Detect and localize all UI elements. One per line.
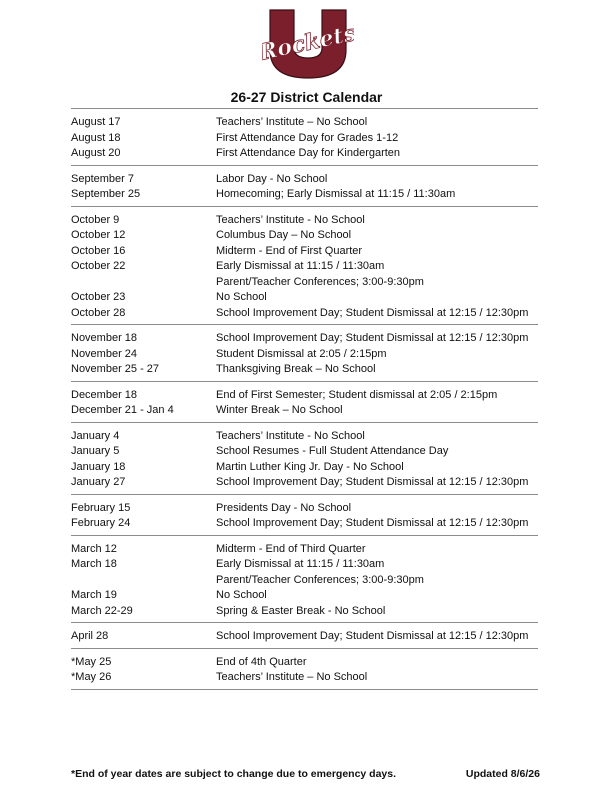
event-date: March 22-29 [71, 604, 133, 617]
calendar-row [71, 501, 538, 517]
event-date: January 27 [71, 476, 126, 488]
calendar-row [71, 388, 538, 404]
event-description: School Improvement Day; Student Dismissal at 12:15 / 12:30pm [216, 630, 529, 642]
event-description: No School [216, 589, 267, 601]
calendar-row [71, 629, 538, 645]
calendar-section [71, 165, 538, 206]
rockets-logo [262, 8, 354, 80]
event-date: August 17 [71, 116, 121, 128]
event-description: School Improvement Day; Student Dismissal at 12:15 / 12:30pm [216, 517, 529, 529]
event-description: End of 4th Quarter [216, 655, 307, 668]
event-date: November 24 [71, 347, 138, 360]
calendar-row [71, 429, 538, 445]
calendar-row [71, 460, 538, 476]
calendar-section [71, 108, 538, 165]
calendar-row [71, 306, 538, 322]
event-description: Student Dismissal at 2:05 / 2:15pm [216, 347, 387, 360]
event-date: January 5 [71, 445, 120, 457]
event-date: January 18 [71, 460, 126, 473]
event-description: No School [216, 291, 267, 303]
calendar-section [71, 535, 538, 623]
event-date: January 4 [71, 429, 120, 442]
event-description: Parent/Teacher Conferences; 3:00-9:30pm [216, 573, 424, 586]
calendar-section [71, 381, 538, 422]
footer-note: *End of year dates are subject to change due to emergency days. [71, 768, 397, 780]
event-description: Midterm - End of Third Quarter [216, 542, 366, 555]
event-date: August 18 [71, 131, 121, 144]
event-description: Spring & Easter Break - No School [216, 604, 386, 617]
calendar-row [71, 275, 538, 291]
event-description: Teachers’ Institute – No School [216, 116, 368, 128]
event-description: Midterm - End of First Quarter [216, 244, 363, 257]
calendar-row [71, 670, 538, 686]
calendar-row [71, 146, 538, 162]
event-description: First Attendance Day for Kindergarten [216, 147, 401, 159]
event-description: Thanksgiving Break – No School [216, 363, 376, 375]
event-description: Parent/Teacher Conferences; 3:00-9:30pm [216, 275, 424, 288]
event-description: Presidents Day - No School [216, 501, 352, 514]
event-date: March 18 [71, 558, 117, 570]
page-title: 26-27 District Calendar [230, 89, 383, 105]
event-date: September 25 [71, 188, 141, 200]
event-description: Martin Luther King Jr. Day - No School [216, 460, 404, 473]
calendar-row [71, 259, 538, 275]
event-description: Homecoming; Early Dismissal at 11:15 / 11:30am [216, 188, 456, 200]
calendar-section [71, 622, 538, 648]
calendar-row [71, 131, 538, 147]
event-date: September 7 [71, 172, 134, 185]
event-description: Labor Day - No School [216, 172, 328, 185]
calendar-row [71, 331, 538, 347]
event-date: October 16 [71, 244, 126, 257]
event-description: Teachers’ Institute - No School [216, 429, 365, 442]
event-date: March 12 [71, 542, 117, 555]
event-description: Early Dismissal at 11:15 / 11:30am [216, 558, 385, 570]
event-date: March 19 [71, 589, 117, 601]
event-date: February 24 [71, 517, 131, 529]
event-date: April 28 [71, 630, 109, 642]
event-date: November 25 - 27 [71, 363, 160, 375]
calendar-section [71, 494, 538, 535]
calendar-row [71, 516, 538, 532]
calendar-row [71, 172, 538, 188]
calendar-row [71, 444, 538, 460]
event-description: Teachers’ Institute – No School [216, 671, 368, 683]
event-description: First Attendance Day for Grades 1-12 [216, 131, 399, 144]
event-date: August 20 [71, 147, 121, 159]
calendar-section [71, 422, 538, 494]
calendar-row [71, 588, 538, 604]
event-description: Teachers’ Institute - No School [216, 213, 365, 226]
calendar-row [71, 115, 538, 131]
event-date [71, 275, 216, 291]
event-date: October 9 [71, 213, 120, 226]
calendar-row [71, 542, 538, 558]
event-description: Early Dismissal at 11:15 / 11:30am [216, 260, 385, 272]
calendar-row [71, 362, 538, 378]
updated-date: Updated 8/6/26 [465, 768, 540, 780]
event-date: October 12 [71, 229, 126, 241]
calendar-row [71, 573, 538, 589]
event-date: *May 25 [71, 655, 112, 668]
event-date: October 28 [71, 306, 126, 319]
event-date: December 21 - Jan 4 [71, 404, 174, 416]
event-description: End of First Semester; Student dismissal at 2:05 / 2:15pm [216, 388, 498, 401]
event-date: *May 26 [71, 671, 112, 683]
event-description: School Resumes - Full Student Attendance Day [216, 445, 449, 457]
event-description: School Improvement Day; Student Dismissal at 12:15 / 12:30pm [216, 476, 529, 488]
event-date: October 23 [71, 291, 126, 303]
calendar-row [71, 475, 538, 491]
calendar-section [71, 206, 538, 325]
footer [71, 768, 540, 780]
event-description: School Improvement Day; Student Dismissal at 12:15 / 12:30pm [216, 332, 529, 344]
calendar-row [71, 604, 538, 620]
calendar-row [71, 187, 538, 203]
event-date: February 15 [71, 501, 131, 514]
calendar-section [71, 324, 538, 381]
svg-text:Rockets: Rockets [262, 20, 354, 66]
calendar-row [71, 290, 538, 306]
event-description: Winter Break – No School [216, 404, 343, 416]
event-description: School Improvement Day; Student Dismissal at 12:15 / 12:30pm [216, 306, 529, 319]
calendar-row [71, 403, 538, 419]
calendar-row [71, 213, 538, 229]
calendar-list [71, 108, 538, 690]
event-date: December 18 [71, 388, 138, 401]
calendar-row [71, 557, 538, 573]
event-date: November 18 [71, 332, 138, 344]
calendar-row [71, 347, 538, 363]
event-description: Columbus Day – No School [216, 229, 352, 241]
event-date: October 22 [71, 260, 126, 272]
calendar-row [71, 228, 538, 244]
calendar-section [71, 648, 538, 690]
calendar-row [71, 655, 538, 671]
event-date [71, 573, 216, 589]
calendar-row [71, 244, 538, 260]
